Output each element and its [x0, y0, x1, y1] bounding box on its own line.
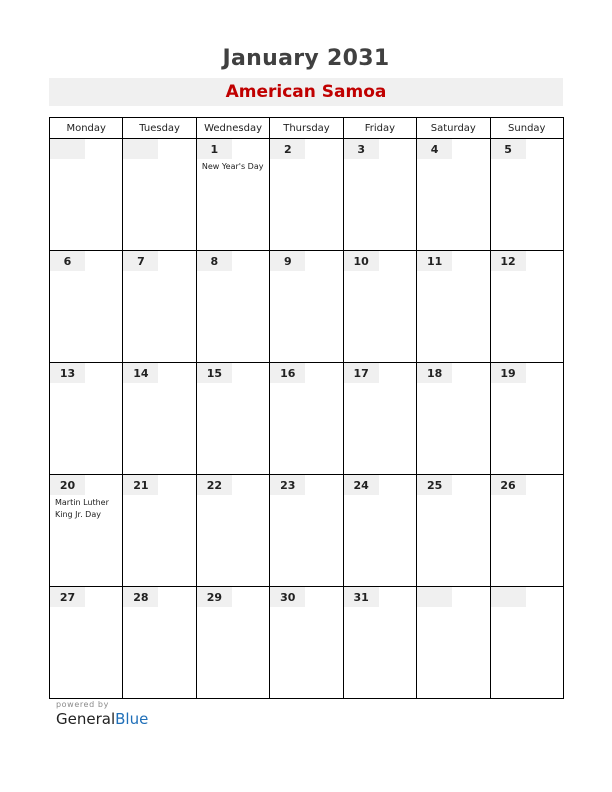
brand-logo[interactable]	[56, 710, 148, 728]
day-cell	[270, 139, 343, 251]
footer-branding	[56, 700, 148, 728]
day-number: 31	[344, 587, 379, 607]
day-cell-empty	[50, 139, 123, 251]
day-number: 29	[197, 587, 232, 607]
day-cell	[270, 251, 343, 363]
weekday-header-row	[50, 118, 564, 139]
day-cell	[196, 587, 269, 699]
region-banner	[49, 78, 563, 106]
day-cell	[343, 139, 416, 251]
day-cell	[123, 475, 196, 587]
day-number: 25	[417, 475, 452, 495]
day-number: 10	[344, 251, 379, 271]
day-cell	[343, 251, 416, 363]
day-cell	[343, 475, 416, 587]
day-number: 19	[491, 363, 526, 383]
week-row	[50, 363, 564, 475]
day-cell	[123, 363, 196, 475]
week-row	[50, 139, 564, 251]
day-cell-empty	[123, 139, 196, 251]
calendar-grid	[49, 117, 564, 699]
week-row	[50, 251, 564, 363]
day-cell	[270, 363, 343, 475]
day-number	[50, 139, 85, 159]
day-cell	[196, 363, 269, 475]
day-cell	[490, 251, 563, 363]
weekday-header: Sunday	[490, 118, 563, 139]
day-cell	[196, 475, 269, 587]
weekday-header: Thursday	[270, 118, 343, 139]
day-number: 2	[270, 139, 305, 159]
day-number: 27	[50, 587, 85, 607]
day-number	[123, 139, 158, 159]
day-cell	[50, 251, 123, 363]
holiday-label: Martin Luther King Jr. Day	[55, 498, 109, 519]
day-number: 30	[270, 587, 305, 607]
weekday-header: Wednesday	[196, 118, 269, 139]
day-number: 9	[270, 251, 305, 271]
day-number: 18	[417, 363, 452, 383]
day-number: 6	[50, 251, 85, 271]
day-number: 23	[270, 475, 305, 495]
day-cell	[50, 475, 123, 587]
day-cell	[270, 587, 343, 699]
day-number: 3	[344, 139, 379, 159]
region-name: American Samoa	[225, 82, 387, 102]
day-number	[417, 587, 452, 607]
day-cell	[50, 587, 123, 699]
brand-general-text: General	[56, 710, 116, 728]
weekday-header: Monday	[50, 118, 123, 139]
day-cell	[490, 139, 563, 251]
day-number: 1	[197, 139, 232, 159]
day-number: 13	[50, 363, 85, 383]
day-number: 15	[197, 363, 232, 383]
day-number: 12	[491, 251, 526, 271]
day-cell	[123, 251, 196, 363]
day-cell-empty	[490, 587, 563, 699]
week-row	[50, 475, 564, 587]
day-cell	[490, 475, 563, 587]
day-number: 17	[344, 363, 379, 383]
weekday-header: Friday	[343, 118, 416, 139]
day-number: 22	[197, 475, 232, 495]
day-number: 14	[123, 363, 158, 383]
brand-blue-text: Blue	[115, 710, 149, 728]
day-number: 28	[123, 587, 158, 607]
day-number: 21	[123, 475, 158, 495]
day-cell	[270, 475, 343, 587]
day-cell	[490, 363, 563, 475]
day-cell	[343, 363, 416, 475]
day-number: 8	[197, 251, 232, 271]
weekday-header: Tuesday	[123, 118, 196, 139]
day-cell-empty	[417, 587, 490, 699]
day-number: 4	[417, 139, 452, 159]
day-cell	[196, 251, 269, 363]
day-number: 26	[491, 475, 526, 495]
weekday-header: Saturday	[417, 118, 490, 139]
day-number: 20	[50, 475, 85, 495]
day-number: 16	[270, 363, 305, 383]
holiday-label: New Year's Day	[201, 162, 264, 171]
day-number: 5	[491, 139, 526, 159]
day-cell	[417, 139, 490, 251]
powered-by-text: powered by	[56, 700, 109, 709]
day-number: 7	[123, 251, 158, 271]
day-cell	[343, 587, 416, 699]
day-number: 11	[417, 251, 452, 271]
day-cell	[417, 251, 490, 363]
day-number: 24	[344, 475, 379, 495]
day-cell	[417, 475, 490, 587]
day-cell	[196, 139, 269, 251]
page-title: January 2031	[222, 46, 390, 71]
week-row	[50, 587, 564, 699]
day-cell	[50, 363, 123, 475]
day-cell	[123, 587, 196, 699]
day-cell	[417, 363, 490, 475]
day-number	[491, 587, 526, 607]
